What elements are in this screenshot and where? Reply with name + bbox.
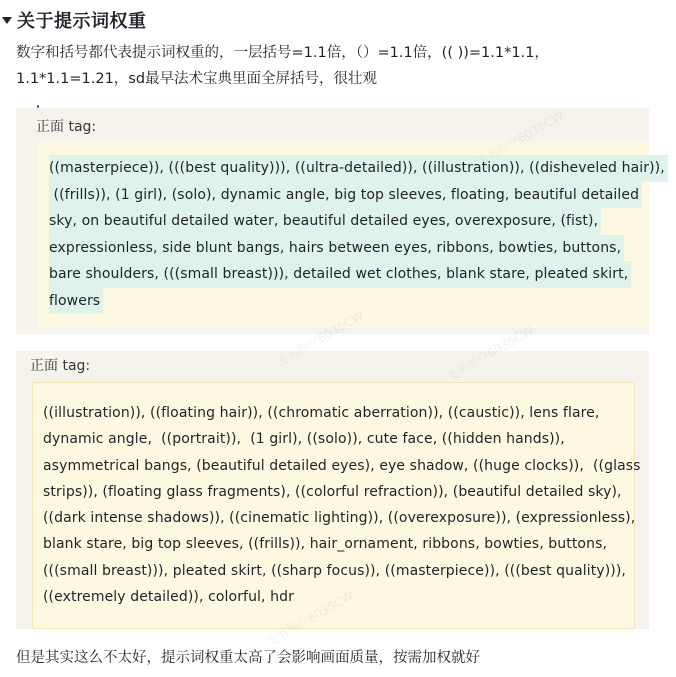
code-line-text: flowers <box>49 288 103 315</box>
intro-line-1: 数字和括号都代表提示词权重的，一层括号=1.1倍，（）=1.1倍，(( ))=1.1*1.1， <box>16 45 549 61</box>
code-line-text: ((masterpiece)), (((best quality))), ((ultra-detailed)), ((illustration)), ((disheveled hair)), <box>49 155 668 182</box>
code-line <box>49 261 649 288</box>
intro-paragraph <box>16 40 656 92</box>
quote-block-1 <box>16 108 665 334</box>
code-line: ((extremely detailed)), colorful, hdr <box>43 589 294 606</box>
code-block-1[interactable] <box>38 141 665 328</box>
code-line: dynamic angle, ((portrait)), (1 girl), ((solo)), cute face, ((hidden hands)), <box>43 431 565 448</box>
collapse-caret-icon[interactable] <box>2 17 12 24</box>
block-label: 正面 tag: <box>36 119 97 135</box>
code-line: (((small breast))), pleated skirt, ((sharp focus)), ((masterpiece)), (((best quality))), <box>43 562 626 579</box>
code-line <box>49 288 649 315</box>
section-heading[interactable] <box>0 7 147 33</box>
section-title: 关于提示词权重 <box>17 11 147 32</box>
code-line-text: ((frills)), (1 girl), (solo), dynamic angle, big top sleeves, floating, beautiful detailed <box>49 182 642 209</box>
code-line-text: bare shoulders, (((small breast))), detailed wet clothes, blank stare, pleated skirt, <box>49 261 631 288</box>
quote-block-2 <box>16 351 649 629</box>
code-line <box>49 208 649 235</box>
code-line <box>49 155 665 182</box>
code-line: asymmetrical bangs, (beautiful detailed eyes), eye shadow, ((huge clocks)), ((glass <box>43 457 641 474</box>
intro-line-2: 1.1*1.1=1.21，sd最早法术宝典里面全屏括号，很壮观 <box>16 71 378 87</box>
code-line-text: expressionless, side blunt bangs, hairs between eyes, ribbons, bowties, buttons, <box>49 235 624 262</box>
code-line-text: sky, on beautiful detailed water, beautiful detailed eyes, overexposure, (fist), <box>49 208 601 235</box>
watermark: 飞书用户6035CW <box>273 308 366 370</box>
outro-paragraph: 但是其实这么不太好，提示词权重太高了会影响画面质量，按需加权就好 <box>16 650 480 666</box>
code-line <box>49 235 649 262</box>
code-line: ((dark intense shadows)), ((cinematic lighting)), ((overexposure)), (expressionless), <box>43 510 636 527</box>
code-line <box>49 182 649 209</box>
block-label: 正面 tag: <box>30 358 91 374</box>
code-line: blank stare, big top sleeves, ((frills)), hair_ornament, ribbons, bowties, buttons, <box>43 536 608 553</box>
code-line: ((illustration)), ((floating hair)), ((chromatic aberration)), ((caustic)), lens flare, <box>43 405 600 421</box>
code-block-2[interactable] <box>32 382 641 629</box>
code-line: strips)), (floating glass fragments), ((colorful refraction)), (beautiful detailed sky), <box>43 483 622 500</box>
